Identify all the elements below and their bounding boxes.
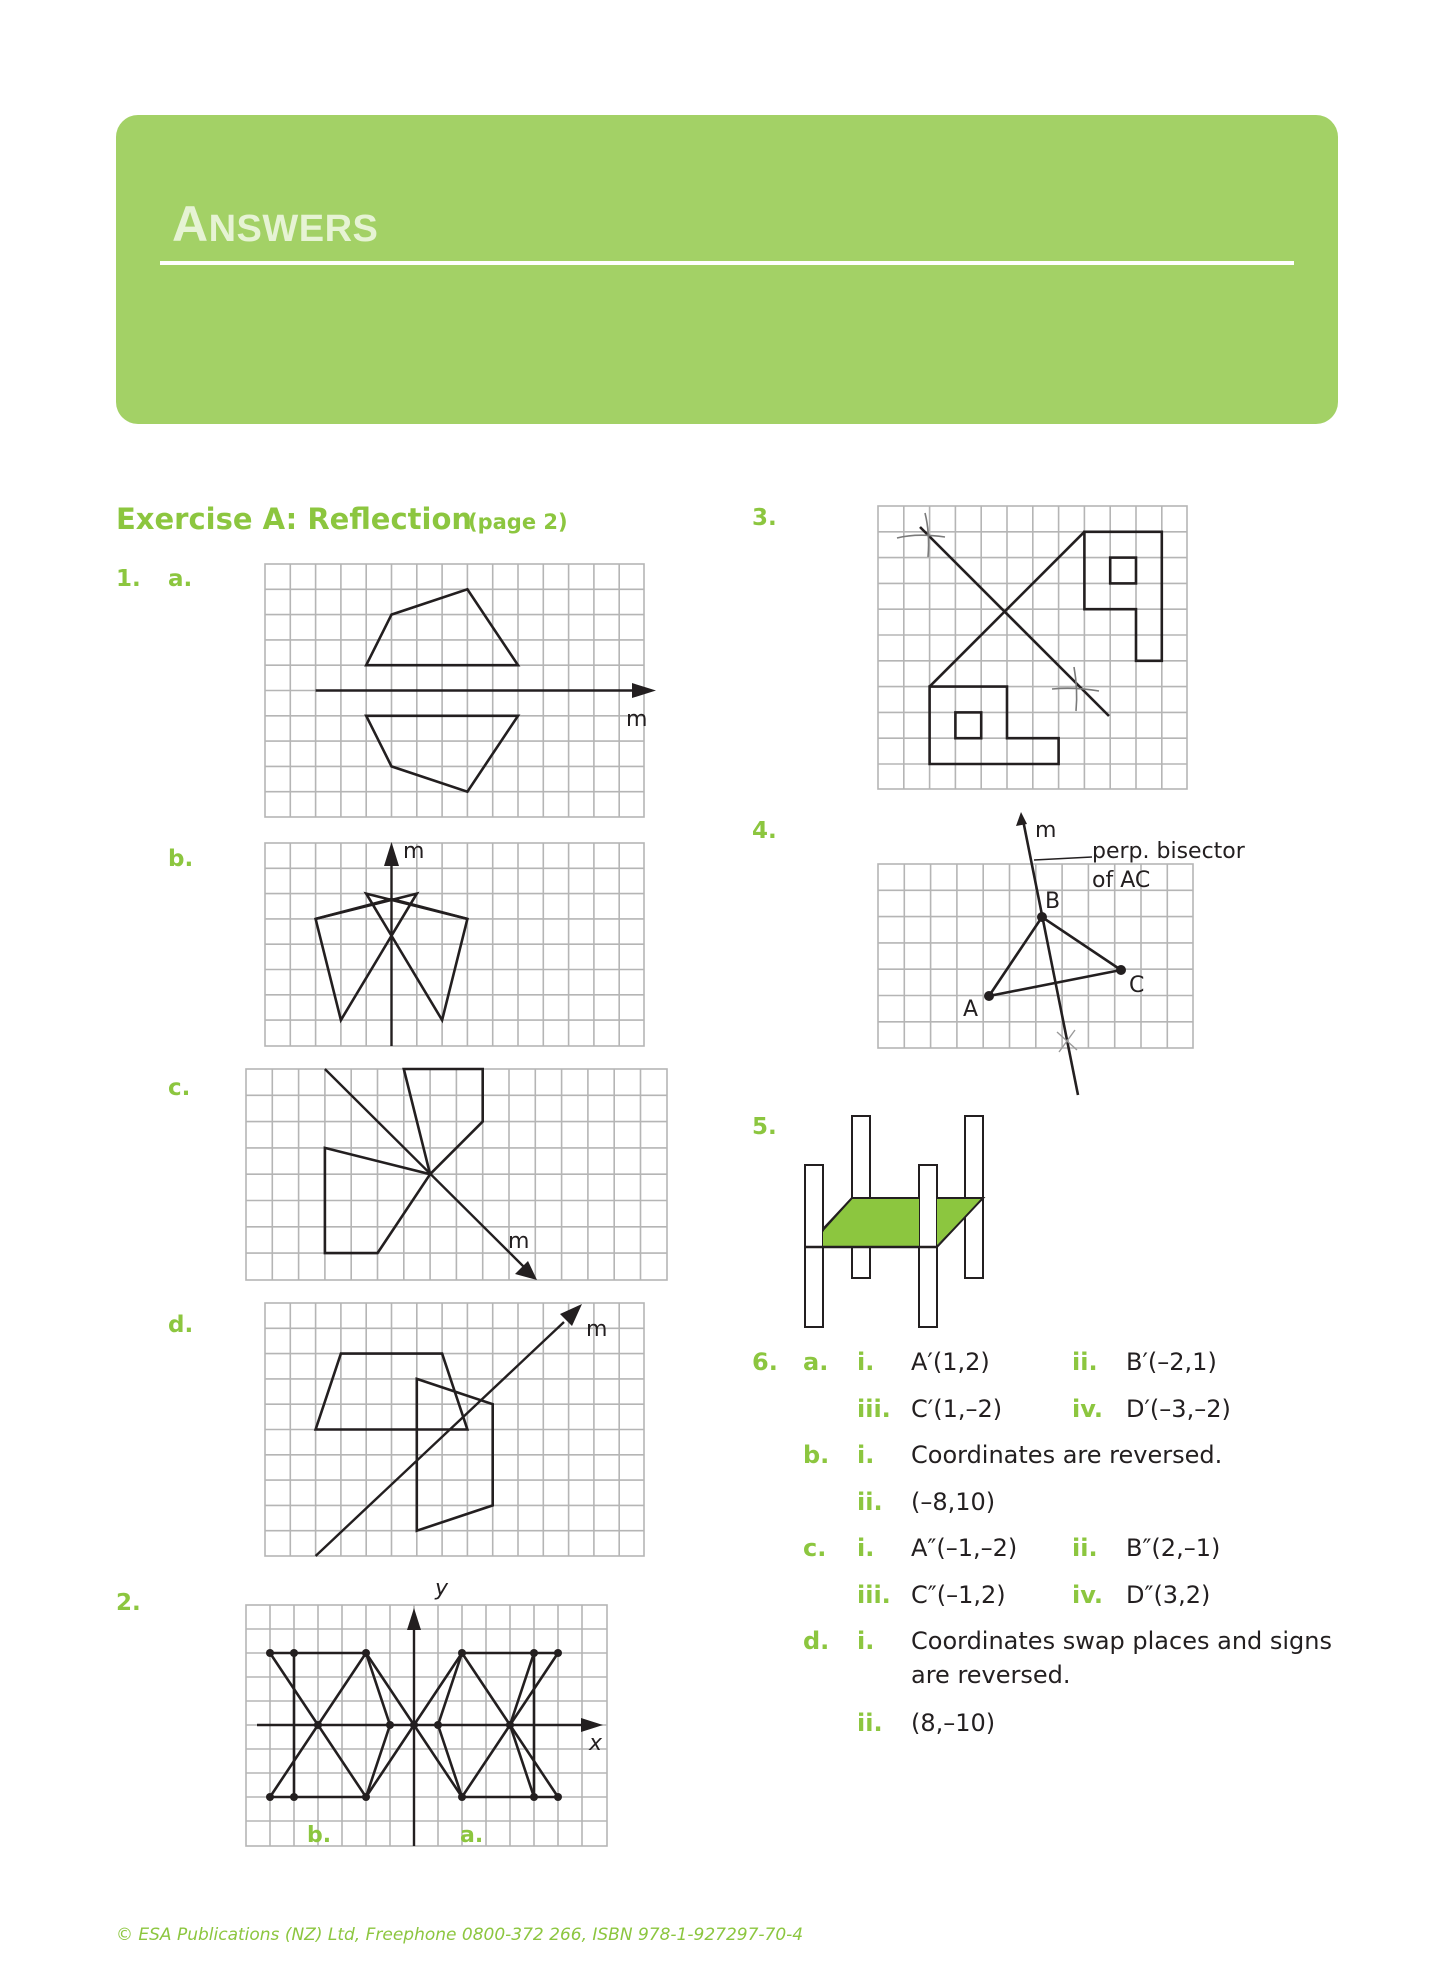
figure-1c-grid [245, 1068, 685, 1288]
construction-arc-marks [897, 513, 1099, 711]
answer-value: (–8,10) [911, 1488, 996, 1516]
part-label-1a: a. [168, 566, 193, 592]
arrow-icon [384, 842, 399, 866]
figure-4-grid [877, 810, 1317, 1110]
mirror-line [316, 1322, 564, 1556]
shaded-area-left [823, 1198, 919, 1247]
figure-3-grid [877, 505, 1197, 795]
region-label-b: b. [307, 1823, 332, 1848]
mirror-label: m [626, 707, 648, 732]
item-label: iv. [1072, 1395, 1104, 1423]
part-label-6b: b. [803, 1441, 830, 1469]
annotation-leader [1034, 857, 1092, 860]
item-label: i. [857, 1441, 875, 1469]
mirror-label: m [508, 1229, 530, 1254]
page-title: ANSWERS [172, 196, 379, 252]
section-title: Exercise A: Reflection [116, 502, 473, 536]
question-number-5: 5. [752, 1114, 777, 1140]
part-label-6a: a. [803, 1348, 829, 1376]
original-inner-square [1110, 558, 1136, 584]
figure-5-diagram [790, 1110, 1030, 1340]
question-number-4: 4. [752, 818, 777, 844]
vertex-label-b: B [1045, 889, 1061, 914]
answer-value: D″(3,2) [1126, 1581, 1211, 1609]
figure-2-coordinate-grid [245, 1575, 645, 1860]
question-number-2: 2. [116, 1590, 141, 1616]
part-label-1b: b. [168, 846, 194, 872]
figure-1a-grid [264, 563, 684, 823]
mirror-label: m [1035, 818, 1057, 843]
answer-value: (8,–10) [911, 1709, 996, 1737]
mirror-label: m [586, 1317, 608, 1342]
item-label: i. [857, 1348, 875, 1376]
mirror-line [325, 1069, 525, 1268]
vertex-label-c: C [1129, 973, 1145, 998]
answer-value: D′(–3,–2) [1126, 1395, 1231, 1423]
page-reference: (page 2) [468, 510, 568, 534]
figure-1d-grid [264, 1302, 694, 1562]
mirror-label: m [403, 839, 425, 864]
question-number-1: 1. [116, 566, 141, 592]
answer-value: A′(1,2) [911, 1348, 990, 1376]
reflected-inner-square [955, 712, 981, 738]
answer-value: A″(–1,–2) [911, 1534, 1018, 1562]
y-axis-arrow-icon [407, 1608, 421, 1630]
vertex-label-a: A [963, 997, 979, 1022]
part-label-1d: d. [168, 1312, 194, 1338]
answer-value: B′(–2,1) [1126, 1348, 1217, 1376]
item-label: iii. [857, 1395, 891, 1423]
answer-value: Coordinates are reversed. [911, 1441, 1223, 1469]
item-label: i. [857, 1534, 875, 1562]
item-label: ii. [1072, 1534, 1098, 1562]
x-axis-arrow-icon [581, 1718, 603, 1732]
part-label-6c: c. [803, 1534, 827, 1562]
title-rule [160, 261, 1294, 265]
item-label: ii. [857, 1709, 883, 1737]
mirror-line [1023, 820, 1078, 1095]
arrow-icon [515, 1261, 537, 1280]
reflected-shape [930, 687, 1059, 764]
region-label-a: a. [460, 1823, 484, 1848]
item-label: ii. [1072, 1348, 1098, 1376]
x-axis-label: x [589, 1731, 603, 1756]
answer-value: C″(–1,2) [911, 1581, 1006, 1609]
answers-banner [116, 115, 1338, 424]
part-label-1c: c. [168, 1075, 191, 1101]
answer-value-line2: are reversed. [911, 1661, 1071, 1689]
item-label: iv. [1072, 1581, 1104, 1609]
item-label: i. [857, 1627, 875, 1655]
answer-value: B″(2,–1) [1126, 1534, 1221, 1562]
footer-copyright: © ESA Publications (NZ) Ltd, Freephone 0800-372 266, ISBN 978-1-927297-70-4 [116, 1925, 804, 1945]
answer-value-line1: Coordinates swap places and signs [911, 1627, 1333, 1655]
y-axis-label: y [435, 1576, 449, 1601]
answer-value: C′(1,–2) [911, 1395, 1003, 1423]
item-label: ii. [857, 1488, 883, 1516]
figure-1b-grid [264, 839, 684, 1052]
annotation-text-line2: of AC [1092, 868, 1151, 893]
part-label-6d: d. [803, 1627, 830, 1655]
question-number-3: 3. [752, 505, 777, 531]
arrow-icon [1016, 812, 1027, 826]
question-number-6: 6. [752, 1348, 778, 1376]
original-shape [1084, 532, 1161, 661]
annotation-text-line1: perp. bisector [1092, 839, 1245, 864]
item-label: iii. [857, 1581, 891, 1609]
